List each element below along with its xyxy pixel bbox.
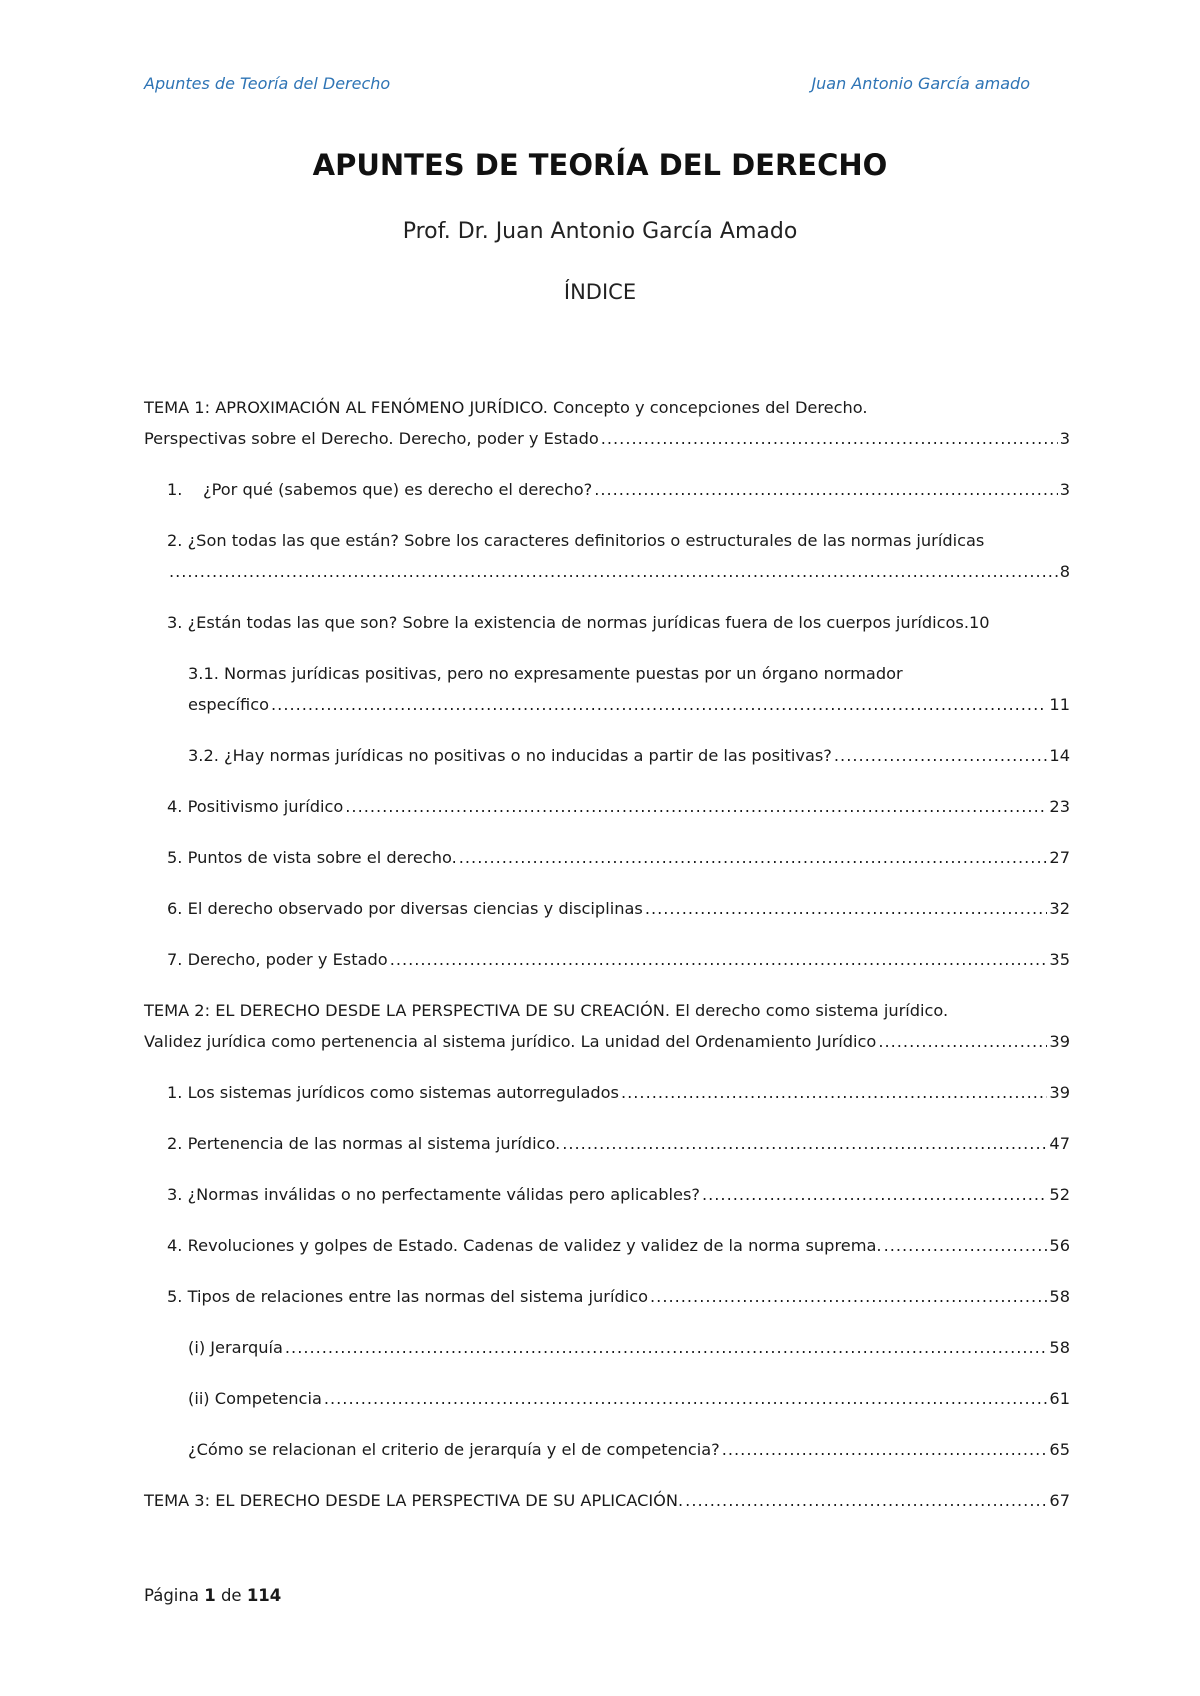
toc-entry-text: ¿Por qué (sabemos que) es derecho el derecho? [203,480,593,499]
toc-entry-text: 5. Tipos de relaciones entre las normas del sistema jurídico [167,1287,649,1306]
dot-leader [645,893,1048,924]
dot-leader [594,474,1057,505]
toc-entry-1-1[interactable] [167,474,1070,505]
dot-leader [702,1179,1047,1210]
dot-leader [884,1230,1048,1261]
toc-entry-tema-3[interactable] [144,1485,1070,1516]
toc-entry-text: TEMA 1: APROXIMACIÓN AL FENÓMENO JURÍDICO. Concepto y concepciones del Derecho. [144,398,868,417]
toc-page-number: 23 [1049,797,1070,816]
dot-leader [459,842,1048,873]
footer-page-label: Página [144,1586,199,1605]
toc-page-number: 3 [1059,429,1070,448]
toc-page-number: 10 [969,613,990,632]
toc-entry-2-5[interactable] [167,1281,1070,1312]
toc-entry-text: 3.1. Normas jurídicas positivas, pero no expresamente puestas por un órgano normador [188,664,903,683]
toc-entry-text: 2. Pertenencia de las normas al sistema jurídico. [167,1134,561,1153]
dot-leader [345,791,1047,822]
dot-leader [878,1026,1047,1057]
toc-entry-2-5-i[interactable] [188,1332,1070,1363]
toc-entry-2-3[interactable] [167,1179,1070,1210]
header-author: Juan Antonio García amado [811,74,1030,93]
dot-leader [621,1077,1047,1108]
toc-entry-text: 3.2. ¿Hay normas jurídicas no positivas o no inducidas a partir de las positivas? [188,746,832,765]
toc-entry-text: ¿Cómo se relacionan el criterio de jerarquía y el de competencia? [188,1440,720,1459]
footer-total-pages: 114 [246,1586,282,1605]
document-title: APUNTES DE TEORÍA DEL DERECHO [312,148,888,182]
dot-leader [562,1128,1047,1159]
header-doc-title: Apuntes de Teoría del Derecho [144,74,391,93]
dot-leader [834,740,1047,771]
toc-entry-1-4[interactable] [167,791,1070,822]
toc-entry-text: 3. ¿Están todas las que son? Sobre la existencia de normas jurídicas fuera de los cuerpos jurídicos. [167,613,969,632]
dot-leader [271,689,1047,720]
dot-leader [285,1332,1047,1363]
running-header [144,74,1036,98]
toc-entry-2-4[interactable] [167,1230,1070,1261]
dot-leader [324,1383,1048,1414]
page-footer [144,1586,281,1605]
toc-entry-1-3-1[interactable] [188,658,1070,720]
toc-entry-text: 1. Los sistemas jurídicos como sistemas autorregulados [167,1083,619,1102]
toc-page-number: 27 [1049,848,1070,867]
toc-entry-1-7[interactable] [167,944,1070,975]
toc-entry-text-cont: Validez jurídica como pertenencia al sistema jurídico. La unidad del Ordenamiento Jurídico [144,1032,877,1051]
dot-leader [685,1485,1047,1516]
toc-entry-1-3-2[interactable] [188,740,1070,771]
toc-entry-text-cont: específico [188,695,270,714]
toc-entry-tema-1[interactable] [144,392,1070,454]
toc-entry-1-2[interactable] [167,525,1070,587]
toc-entry-text: 4. Positivismo jurídico [167,797,344,816]
toc-entry-text: (ii) Competencia [188,1389,322,1408]
toc-entry-2-5-iii[interactable] [188,1434,1070,1465]
toc-page-number: 65 [1049,1440,1070,1459]
table-of-contents [144,392,1070,1536]
toc-page-number: 56 [1049,1236,1070,1255]
toc-entry-tema-2[interactable] [144,995,1070,1057]
toc-entry-text: TEMA 2: EL DERECHO DESDE LA PERSPECTIVA DE SU CREACIÓN. El derecho como sistema jurídico. [144,1001,949,1020]
toc-entry-1-3[interactable] [167,607,1070,638]
toc-entry-2-2[interactable] [167,1128,1070,1159]
toc-page-number: 47 [1049,1134,1070,1153]
toc-page-number: 52 [1049,1185,1070,1204]
toc-page-number: 11 [1049,695,1070,714]
toc-page-number: 35 [1049,950,1070,969]
toc-entry-1-5[interactable] [167,842,1070,873]
toc-page-number: 58 [1049,1287,1070,1306]
toc-page-number: 58 [1049,1338,1070,1357]
toc-entry-text-cont: Perspectivas sobre el Derecho. Derecho, poder y Estado [144,429,599,448]
toc-entry-text: 5. Puntos de vista sobre el derecho. [167,848,457,867]
toc-entry-2-1[interactable] [167,1077,1070,1108]
index-heading: ÍNDICE [563,280,637,304]
document-author: Prof. Dr. Juan Antonio García Amado [402,219,798,244]
toc-page-number: 32 [1049,899,1070,918]
toc-entry-text: 4. Revoluciones y golpes de Estado. Cadenas de validez y validez de la norma suprema. [167,1236,882,1255]
toc-entry-text: 2. ¿Son todas las que están? Sobre los caracteres definitorios o estructurales de las normas jurídicas [167,531,985,550]
footer-separator: de [220,1586,242,1605]
toc-entry-text: (i) Jerarquía [188,1338,283,1357]
toc-page-number: 3 [1059,480,1070,499]
toc-entry-text: 6. El derecho observado por diversas ciencias y disciplinas [167,899,643,918]
toc-entry-2-5-ii[interactable] [188,1383,1070,1414]
toc-page-number: 61 [1049,1389,1070,1408]
dot-leader [650,1281,1047,1312]
toc-entry-text: TEMA 3: EL DERECHO DESDE LA PERSPECTIVA DE SU APLICACIÓN. [144,1491,684,1510]
dot-leader [390,944,1048,975]
toc-entry-1-6[interactable] [167,893,1070,924]
toc-entry-number: 1. [167,480,183,499]
dot-leader [169,556,1058,587]
toc-entry-text: 7. Derecho, poder y Estado [167,950,388,969]
toc-page-number: 39 [1049,1083,1070,1102]
dot-leader [601,423,1058,454]
footer-current-page: 1 [204,1586,216,1605]
toc-entry-text: 3. ¿Normas inválidas o no perfectamente válidas pero aplicables? [167,1185,700,1204]
toc-page-number: 8 [1059,562,1070,581]
dot-leader [722,1434,1048,1465]
toc-page-number: 14 [1049,746,1070,765]
toc-page-number: 67 [1049,1491,1070,1510]
toc-page-number: 39 [1049,1032,1070,1051]
